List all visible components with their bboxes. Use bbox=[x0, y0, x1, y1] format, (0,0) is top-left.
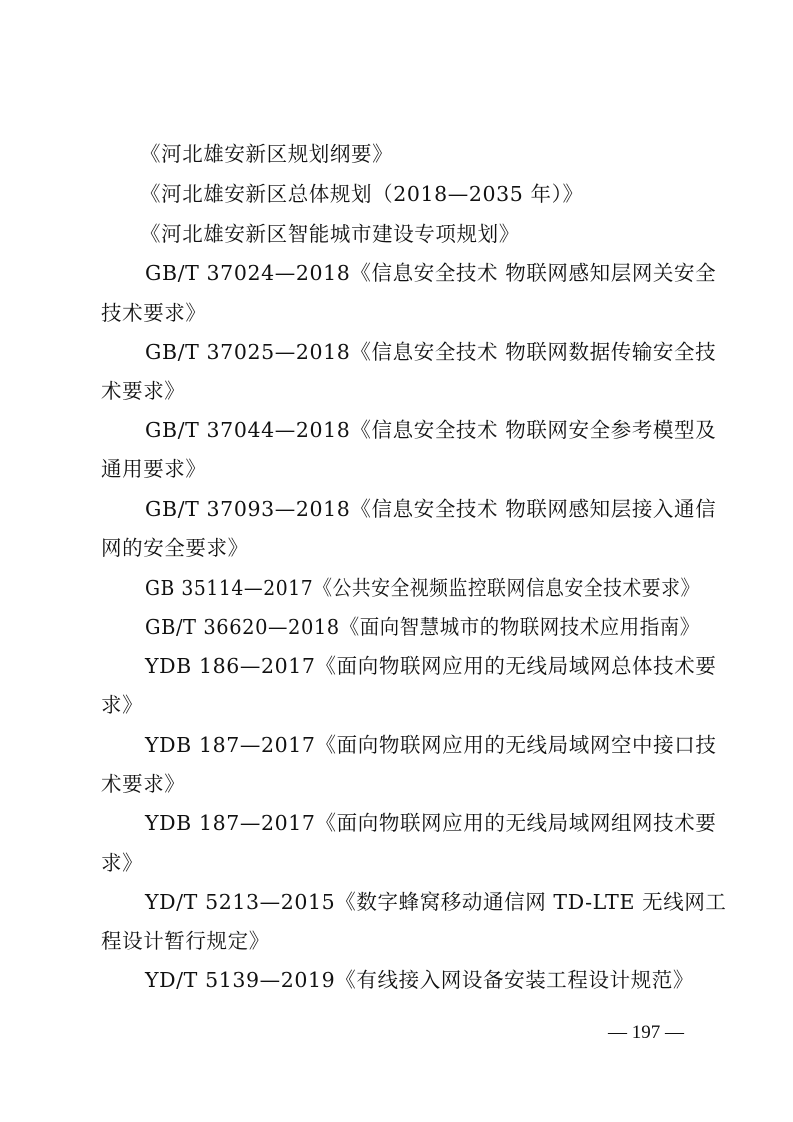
reference-line: YDB 187—2017《面向物联网应用的无线局域网空中接口技 bbox=[145, 733, 717, 757]
reference-line: YDB 186—2017《面向物联网应用的无线局域网总体技术要 bbox=[145, 654, 717, 678]
reference-continuation: 技术要求》 bbox=[101, 301, 207, 325]
reference-line: 《河北雄安新区智能城市建设专项规划》 bbox=[140, 222, 520, 246]
reference-continuation: 通用要求》 bbox=[101, 457, 207, 481]
reference-continuation: 术要求》 bbox=[101, 772, 186, 796]
reference-line: 《河北雄安新区总体规划（2018—2035 年）》 bbox=[140, 182, 584, 206]
reference-continuation: 程设计暂行规定》 bbox=[101, 929, 270, 953]
reference-line: GB 35114—2017《公共安全视频监控联网信息安全技术要求》 bbox=[145, 576, 700, 600]
page-number: — 197 — bbox=[608, 1022, 684, 1043]
reference-line: 《河北雄安新区规划纲要》 bbox=[140, 142, 394, 166]
reference-line: YD/T 5139—2019《有线接入网设备安装工程设计规范》 bbox=[145, 968, 695, 992]
reference-continuation: 术要求》 bbox=[101, 379, 186, 403]
reference-continuation: 网的安全要求》 bbox=[101, 536, 249, 560]
reference-line: GB/T 37025—2018《信息安全技术 物联网数据传输安全技 bbox=[145, 340, 717, 364]
reference-line: GB/T 37044—2018《信息安全技术 物联网安全参考模型及 bbox=[145, 418, 717, 442]
reference-continuation: 求》 bbox=[101, 693, 144, 717]
reference-line: YD/T 5213—2015《数字蜂窝移动通信网 TD-LTE 无线网工 bbox=[145, 890, 727, 914]
reference-line: GB/T 37024—2018《信息安全技术 物联网感知层网关安全 bbox=[145, 261, 717, 285]
reference-line: YDB 187—2017《面向物联网应用的无线局域网组网技术要 bbox=[145, 811, 717, 835]
reference-line: GB/T 37093—2018《信息安全技术 物联网感知层接入通信 bbox=[145, 497, 717, 521]
reference-line: GB/T 36620—2018《面向智慧城市的物联网技术应用指南》 bbox=[145, 615, 700, 639]
reference-continuation: 求》 bbox=[101, 851, 144, 875]
